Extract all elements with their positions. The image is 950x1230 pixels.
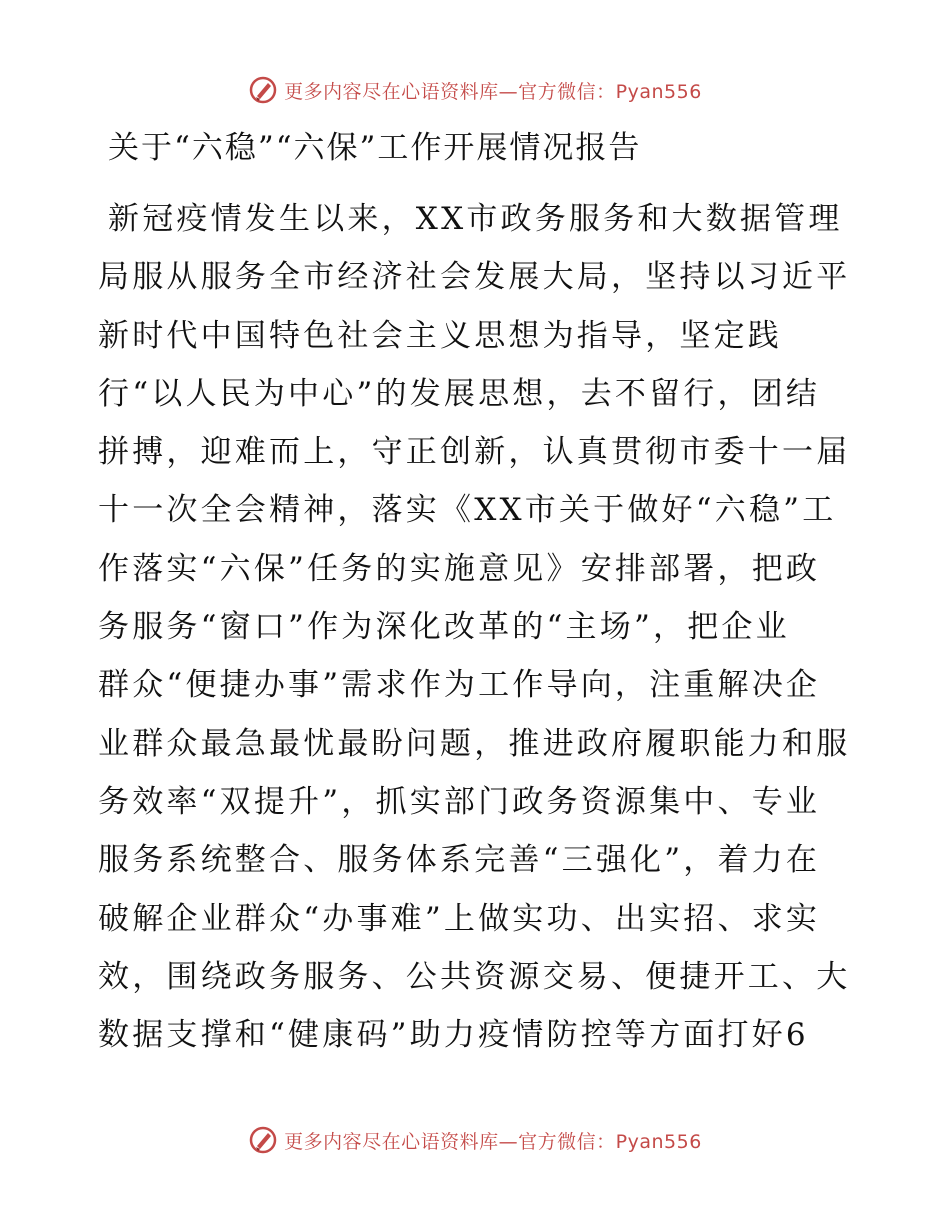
- body-line: 作落实“六保”任务的实施意见》安排部署，把政: [98, 550, 821, 587]
- header-watermark: [0, 70, 950, 110]
- body-line: 群众“便捷办事”需求作为工作导向，注重解决企: [98, 667, 821, 704]
- body-line: 局服从服务全市经济社会发展大局，坚持以习近平: [98, 259, 851, 296]
- body-line: 业群众最急最忧最盼问题，推进政府履职能力和服: [98, 725, 851, 762]
- document-title: 关于“六稳”“六保”工作开展情况报告: [108, 130, 642, 166]
- watermark-text: 更多内容尽在心语资料库—官方微信：Pyan556: [284, 80, 702, 103]
- pen-seal-icon: [248, 75, 278, 105]
- body-line: 新时代中国特色社会主义思想为指导，坚定践: [98, 317, 782, 354]
- body-line: 服务系统整合、服务体系完善“三强化”，着力在: [98, 842, 821, 879]
- body-line: 行“以人民为中心”的发展思想，去不留行，团结: [98, 375, 821, 412]
- body-line: 务效率“双提升”，抓实部门政务资源集中、专业: [98, 783, 821, 820]
- body-line: 拼搏，迎难而上，守正创新，认真贯彻市委十一届: [98, 434, 851, 471]
- body-line: 十一次全会精神，落实《XX市关于做好“六稳”工: [98, 492, 837, 529]
- body-line: 新冠疫情发生以来，XX市政务服务和大数据管理: [108, 201, 843, 237]
- body-line: 务服务“窗口”作为深化改革的“主场”，把企业: [98, 609, 790, 646]
- body-line: 效，围绕政务服务、公共资源交易、便捷开工、大: [98, 958, 851, 995]
- document-body: [98, 190, 858, 1064]
- watermark-text: 更多内容尽在心语资料库—官方微信：Pyan556: [284, 1130, 702, 1153]
- pen-seal-icon: [248, 1125, 278, 1155]
- footer-watermark: [0, 1120, 950, 1160]
- body-line: 破解企业群众“办事难”上做实功、出实招、求实: [98, 900, 821, 937]
- body-line: 数据支撑和“健康码”助力疫情防控等方面打好6: [98, 1017, 809, 1054]
